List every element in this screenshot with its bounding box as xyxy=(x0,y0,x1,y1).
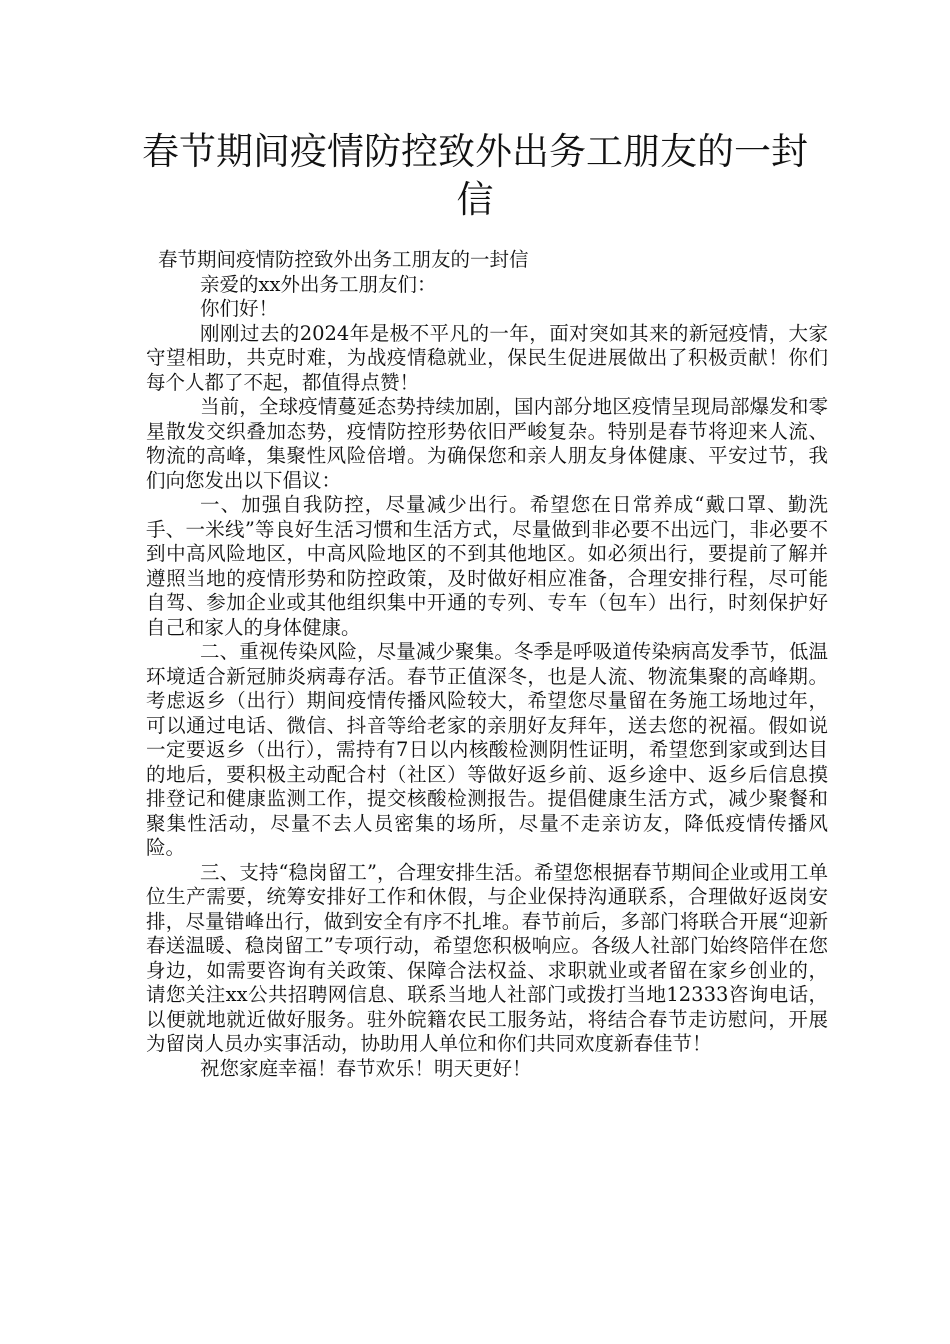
letter-salutation: 亲爱的xx外出务工朋友们： xyxy=(200,272,437,296)
paragraph-situation: 当前，全球疫情蔓延态势持续加剧，国内部分地区疫情呈现局部爆发和零星散发交织叠加态势，疫情防控形势依旧严峻复杂。特别是春节将迎来人流、物流的高峰，集聚性风险倍增。为确保您和亲人朋友身体健康、平安过节，我们向您发出以下倡议： xyxy=(146,395,828,492)
paragraph-initiative-2: 二、重视传染风险，尽量减少聚集。冬季是呼吸道传染病高发季节，低温环境适合新冠肺炎病毒存活。春节正值深冬，也是人流、物流集聚的高峰期。考虑返乡（出行）期间疫情传播风险较大，希望您尽量留在务施工场地过年，可以通过电话、微信、抖音等给老家的亲朋好友拜年，送去您的祝福。假如说一定要返乡（出行），需持有7日以内核酸检测阴性证明，希望您到家或到达目的地后，要积极主动配合村（社区）等做好返乡前、返乡途中、返乡后信息摸排登记和健康监测工作，提交核酸检测报告。提倡健康生活方式，减少聚餐和聚集性活动，尽量不去人员密集的场所，尽量不走亲访友，降低疫情传播风险。 xyxy=(146,640,828,859)
letter-closing: 祝您家庭幸福！春节欢乐！明天更好！ xyxy=(200,1056,532,1080)
paragraph-intro: 刚刚过去的2024年是极不平凡的一年，面对突如其来的新冠疫情，大家守望相助，共克时难，为战疫情稳就业，保民生促进展做出了积极贡献！你们每个人都了不起，都值得点赞！ xyxy=(146,321,828,394)
paragraph-initiative-3: 三、支持“稳岗留工”，合理安排生活。希望您根据春节期间企业或用工单位生产需要，统筹安排好工作和休假，与企业保持沟通联系，合理做好返岗安排，尽量错峰出行，做到安全有序不扎堆。春节前后，多部门将联合开展“迎新春送温暖、稳岗留工”专项行动，希望您积极响应。各级人社部门始终陪伴在您身边，如需要咨询有关政策、保障合法权益、求职就业或者留在家乡创业的，请您关注xx公共招聘网信息、联系当地人社部门或拨打当地12333咨询电话，以便就地就近做好服务。驻外皖籍农民工服务站，将结合春节走访慰问，开展为留岗人员办实事活动，协助用人单位和你们共同欢度新春佳节！ xyxy=(146,860,828,1055)
paragraph-initiative-1: 一、加强自我防控，尽量减少出行。希望您在日常养成“戴口罩、勤洗手、一米线”等良好生活习惯和生活方式，尽量做到非必要不出远门，非必要不到中高风险地区，中高风险地区的不到其他地区。如必须出行，要提前了解并遵照当地的疫情形势和防控政策，及时做好相应准备，合理安排行程，尽可能自驾、参加企业或其他组织集中开通的专列、专车（包车）出行，时刻保护好自己和家人的身体健康。 xyxy=(146,493,828,639)
letter-greeting: 你们好！ xyxy=(200,297,279,320)
document-body xyxy=(146,248,828,1081)
document-title: 春节期间疫情防控致外出务工朋友的一封信 xyxy=(142,130,808,221)
letter-heading: 春节期间疫情防控致外出务工朋友的一封信 xyxy=(158,248,529,271)
